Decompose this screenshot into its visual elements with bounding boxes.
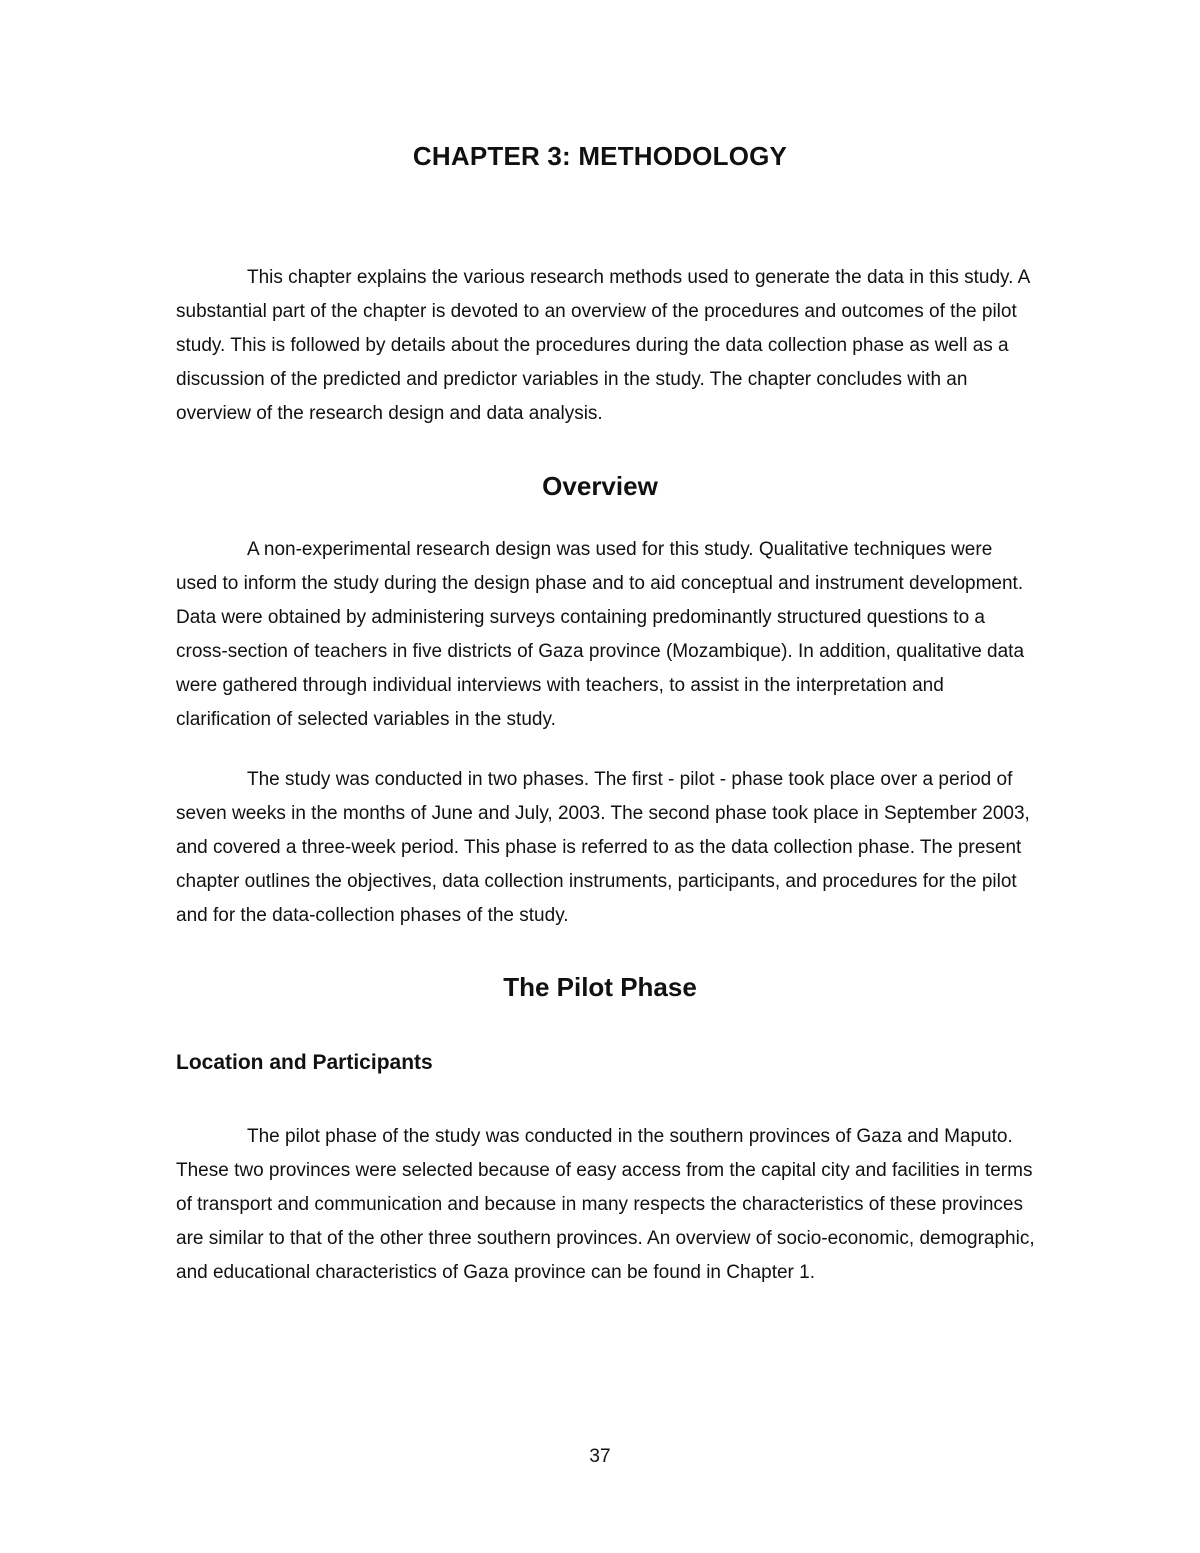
overview-paragraph-2: The study was conducted in two phases. The first - pilot - phase took place over a period of seven weeks in the months of June and July, 2003. The second phase took place in September 2003, and covered a three-week period. This phase is referred to as the data collection phase. The present chapter outlines the objectives, data collection instruments, participants, and procedures for the pilot and for the data-collection phases of the study. (176, 769, 1030, 926)
location-participants-subheading: Location and Participants (176, 1051, 433, 1074)
overview-paragraph-1: A non-experimental research design was used for this study. Qualitative techniques were used to inform the study during the design phase and to aid conceptual and instrument development. Data were obtained by administering surveys containing predominantly structured questions to a cross-section of teachers in five districts of Gaza province (Mozambique). In addition, qualitative data were gathered through individual interviews with teachers, to assist in the interpretation and clarification of selected variables in the study. (176, 539, 1025, 730)
intro-paragraph: This chapter explains the various research methods used to generate the data in this study. A substantial part of the chapter is devoted to an overview of the procedures and outcomes of the pilot study. This is followed by details about the procedures during the data collection phase as well as a discussion of the predicted and predictor variables in the study. The chapter concludes with an overview of the research design and data analysis. (176, 267, 1030, 424)
page-number: 37 (589, 1446, 611, 1467)
overview-heading: Overview (542, 471, 658, 501)
pilot-phase-heading: The Pilot Phase (503, 972, 697, 1002)
pilot-phase-paragraph: The pilot phase of the study was conducted in the southern provinces of Gaza and Maputo. These two provinces were selected because of easy access from the capital city and facilities in terms of transport and communication and because in many respects the characteristics of these provinces are similar to that of the other three southern provinces. An overview of socio-economic, demographic, and educational characteristics of Gaza province can be found in Chapter 1. (176, 1126, 1035, 1283)
chapter-title: CHAPTER 3: METHODOLOGY (412, 141, 788, 171)
